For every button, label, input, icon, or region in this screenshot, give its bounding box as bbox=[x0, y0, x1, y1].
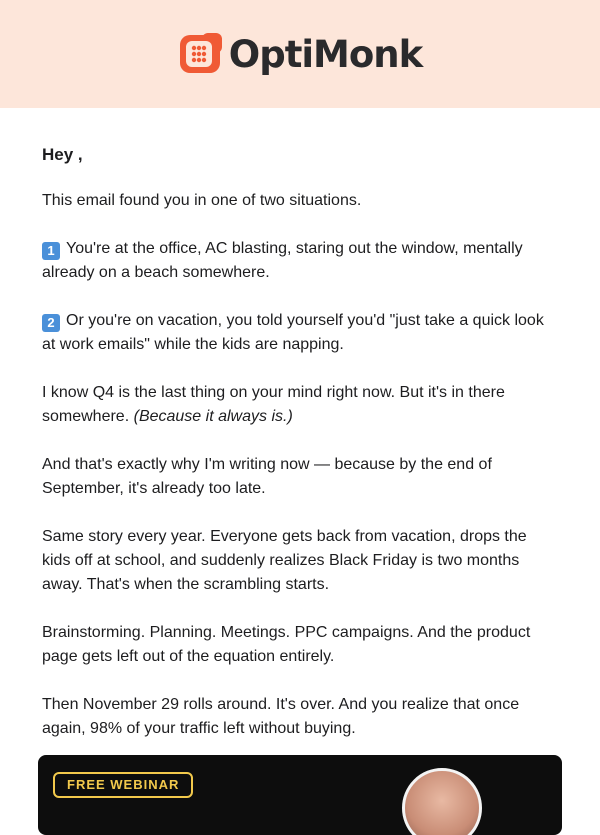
optimonk-logo-icon bbox=[178, 31, 224, 77]
paragraph-november: Then November 29 rolls around. It's over. And you realize that once again, 98% of your traffic left without buying. bbox=[42, 696, 520, 737]
email-body bbox=[0, 145, 600, 741]
email-header bbox=[0, 0, 600, 108]
keycap-two-icon: 2 bbox=[42, 314, 60, 332]
situation-1-text: You're at the office, AC blasting, staring out the window, mentally already on a beach somewhere. bbox=[42, 240, 523, 281]
keycap-one-icon: 1 bbox=[42, 242, 60, 260]
paragraph-q4 bbox=[42, 381, 558, 429]
situation-2-text: Or you're on vacation, you told yourself you'd "just take a quick look at work emails" while the kids are napping. bbox=[42, 312, 544, 353]
q4-aside: (Because it always is.) bbox=[133, 408, 293, 425]
paragraph-brainstorming: Brainstorming. Planning. Meetings. PPC campaigns. And the product page gets left out of the equation entirely. bbox=[42, 624, 531, 665]
paragraph-situation-1 bbox=[42, 237, 558, 285]
paragraph-situation-2 bbox=[42, 309, 558, 357]
speaker-photo bbox=[402, 768, 482, 835]
paragraph-intro: This email found you in one of two situations. bbox=[42, 192, 362, 209]
webinar-banner[interactable] bbox=[38, 755, 562, 835]
paragraph-timing: And that's exactly why I'm writing now — because by the end of September, it's already too late. bbox=[42, 456, 492, 497]
paragraph-every-year: Same story every year. Everyone gets back from vacation, drops the kids off at school, and suddenly realizes Black Friday is two months away. That's when the scrambling starts. bbox=[42, 528, 527, 593]
optimonk-logo[interactable] bbox=[178, 31, 423, 77]
free-webinar-badge: FREE WEBINAR bbox=[53, 772, 193, 798]
brand-name: OptiMonk bbox=[228, 32, 423, 76]
q4-text: I know Q4 is the last thing on your mind right now. But it's in there somewhere. bbox=[42, 384, 505, 425]
greeting: Hey , bbox=[42, 145, 83, 164]
